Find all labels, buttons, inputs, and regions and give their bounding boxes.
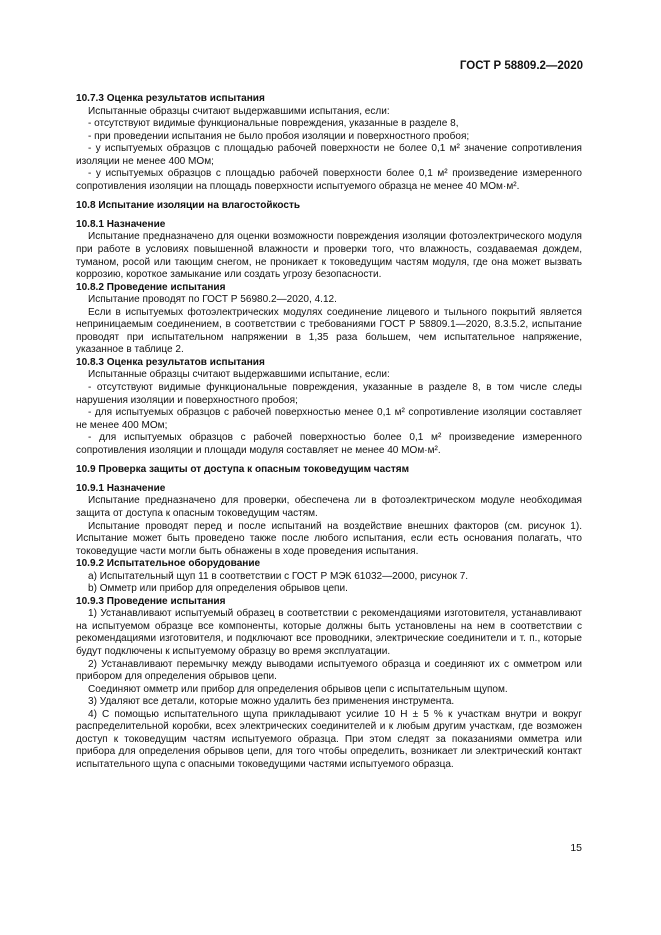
- list-item: 4) С помощью испытательного щупа прикладывают усилие 10 Н ± 5 % к участкам внутри и вокруг распределительной коробки, всех электрических соединителей и к любым другим участкам, где возможен доступ к токоведущим частям испытуемого образца. При этом следят за показаниями омметра или прибора для определения обрывов цепи, для того чтобы определить, возникает ли электрический контакт испытательного щупа с опасными токоведущими частями испытуемого образца.: [76, 708, 582, 770]
- paragraph: Испытанные образцы считают выдержавшими испытание, если:: [88, 369, 390, 381]
- section-heading: 10.9 Проверка защиты от доступа к опасным токоведущим частям: [76, 464, 410, 476]
- list-item: - отсутствуют видимые функциональные повреждения, указанные в разделе 8, в том числе следы нарушения изоляции и поверхностного пробоя;: [76, 382, 582, 406]
- subsection-heading: 10.9.1 Назначение: [76, 482, 166, 494]
- subsection-heading: 10.8.3 Оценка результатов испытания: [76, 356, 265, 368]
- list-item: - для испытуемых образцов с рабочей поверхностью менее 0,1 м² сопротивление изоляции составляет не менее 400 МОм;: [76, 407, 582, 431]
- list-item: - при проведении испытания не было пробоя изоляции и поверхностного пробоя;: [88, 130, 470, 142]
- subsection-heading: 10.9.2 Испытательное оборудование: [76, 558, 261, 570]
- list-item: 3) Удаляют все детали, которые можно удалить без применения инструмента.: [88, 696, 455, 708]
- list-item: - отсутствуют видимые функциональные повреждения, указанные в разделе 8,: [88, 118, 459, 130]
- subsection-heading: 10.9.3 Проведение испытания: [76, 595, 226, 607]
- list-item: - для испытуемых образцов с рабочей поверхностью более 0,1 м² произведение измеренного сопротивления изоляции и площади модуля составляет не менее 40 МОм·м².: [76, 432, 582, 456]
- paragraph: Испытание проводят по ГОСТ Р 56980.2—2020, 4.12.: [88, 294, 337, 306]
- list-item: a) Испытательный щуп 11 в соответствии с ГОСТ Р МЭК 61032—2000, рисунок 7.: [88, 570, 469, 582]
- list-item: - у испытуемых образцов с площадью рабочей поверхности более 0,1 м² произведение измеренного сопротивления изоляции на площадь поверхности испытуемого образца не менее 40 МОм·м².: [76, 168, 582, 192]
- list-item: b) Омметр или прибор для определения обрывов цепи.: [88, 583, 348, 595]
- subsection-heading: 10.8.2 Проведение испытания: [76, 281, 226, 293]
- subsection-heading: 10.8.1 Назначение: [76, 218, 166, 230]
- list-item: 1) Устанавливают испытуемый образец в соответствии с рекомендациями изготовителя, устанавливают на испытуемом образце все компоненты, которые должны быть установлены на нем в соответствии с рекомендациями изготовителя, и подключают все проводники, электрические соединители и т. п., которые будут подключены к испытуемому образцу во время эксплуатации.: [76, 608, 582, 657]
- paragraph: [76, 106, 582, 119]
- list-item: - у испытуемых образцов с площадью рабочей поверхности не более 0,1 м² значение сопротивления изоляции не менее 400 МОм;: [76, 143, 582, 167]
- section-heading: 10.8 Испытание изоляции на влагостойкость: [76, 200, 301, 212]
- list-item: 2) Устанавливают перемычку между выводами испытуемого образца и соединяют их с омметром или прибором для определения обрывов цепи.: [76, 658, 582, 683]
- paragraph: Испытание проводят перед и после испытаний на воздействие внешних факторов (см. рисунок 1). Испытание может быть проведено также после любого испытания, если есть основания полагать, что токоведущие части могли быть обнажены в ходе проведения испытания.: [76, 520, 582, 557]
- section-heading: 10.7.3 Оценка результатов испытания: [76, 93, 265, 104]
- paragraph: Испытание предназначено для проверки, обеспечена ли в фотоэлектрическом модуле необходимая защита от доступа к опасным токоведущим частям.: [76, 495, 582, 519]
- paragraph: Если в испытуемых фотоэлектрических модулях соединение лицевого и тыльного покрытий является неприницаемым соединением, в соответствии с требованиями ГОСТ Р 58809.1—2020, 8.3.5.2, испытание проводят при испытательном напряжении в 1,35 раза большем, чем испытательное напряжение, указанное в таблице 2.: [76, 306, 582, 356]
- document-body: [76, 93, 582, 771]
- document-header: ГОСТ Р 58809.2—2020: [459, 60, 583, 72]
- paragraph-text: Испытанные образцы считают выдержавшими испытания, если:: [88, 105, 390, 117]
- paragraph: Соединяют омметр или прибор для определения обрывов цепи с испытательным щупом.: [88, 683, 508, 695]
- paragraph: Испытание предназначено для оценки возможности повреждения изоляции фотоэлектрического модуля при работе в условиях повышенной влажности и проверки того, что влажность, создаваемая дождем, туманом, росой или тающим снегом, не проникает к токоведущим частям модуля, где она может вызвать коррозию, короткое замыкание или создать угрозу безопасности.: [76, 231, 582, 281]
- page-number: 15: [570, 842, 582, 854]
